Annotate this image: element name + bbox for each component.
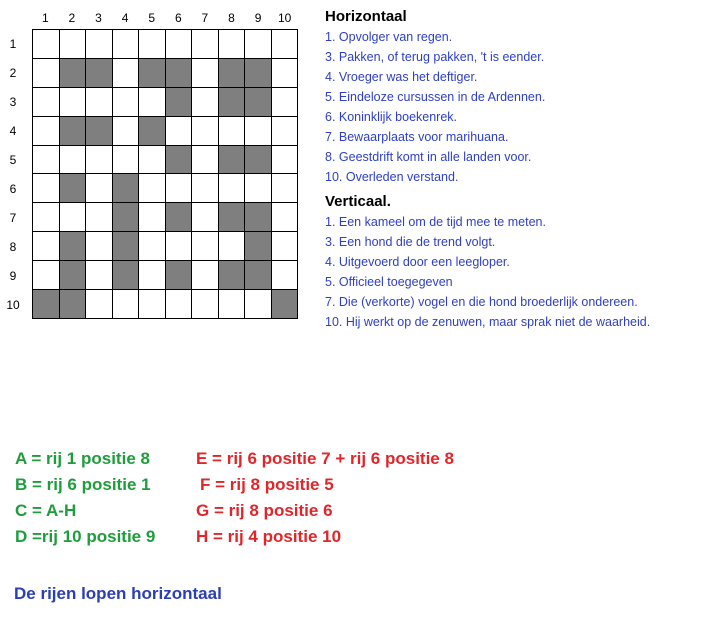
crossword-grid: [32, 29, 298, 319]
white-cell[interactable]: [192, 290, 218, 318]
white-cell[interactable]: [33, 30, 59, 58]
white-cell[interactable]: [245, 174, 271, 202]
black-cell: [219, 88, 245, 116]
white-cell[interactable]: [33, 88, 59, 116]
white-cell[interactable]: [113, 59, 139, 87]
black-cell: [245, 146, 271, 174]
black-cell: [113, 203, 139, 231]
black-cell: [113, 232, 139, 260]
hint-h: H = rij 4 positie 10: [196, 527, 342, 546]
black-cell: [245, 59, 271, 87]
white-cell[interactable]: [139, 203, 165, 231]
column-number: 4: [121, 11, 129, 25]
hint-row: [15, 527, 515, 553]
white-cell[interactable]: [192, 232, 218, 260]
white-cell[interactable]: [219, 174, 245, 202]
white-cell[interactable]: [60, 203, 86, 231]
white-cell[interactable]: [272, 88, 298, 116]
white-cell[interactable]: [166, 232, 192, 260]
hint-row: [15, 501, 515, 527]
white-cell[interactable]: [192, 261, 218, 289]
horizontaal-clue: 1. Opvolger van regen.: [325, 30, 453, 44]
row-numbers: [0, 30, 30, 320]
black-cell: [245, 88, 271, 116]
column-number: 8: [228, 11, 235, 25]
white-cell[interactable]: [192, 59, 218, 87]
white-cell[interactable]: [219, 232, 245, 260]
row-number: 8: [9, 240, 17, 254]
black-cell: [60, 59, 86, 87]
white-cell[interactable]: [86, 146, 112, 174]
white-cell[interactable]: [33, 117, 59, 145]
white-cell[interactable]: [113, 30, 139, 58]
verticaal-clue: 5. Officieel toegegeven: [325, 275, 453, 289]
white-cell[interactable]: [86, 30, 112, 58]
row-number: 5: [9, 153, 17, 167]
white-cell[interactable]: [192, 146, 218, 174]
verticaal-clue: 10. Hij werkt op de zenuwen, maar sprak niet de waarheid.: [325, 315, 651, 329]
black-cell: [219, 261, 245, 289]
black-cell: [139, 59, 165, 87]
white-cell[interactable]: [272, 203, 298, 231]
black-cell: [272, 290, 298, 318]
black-cell: [219, 203, 245, 231]
white-cell[interactable]: [192, 117, 218, 145]
white-cell[interactable]: [245, 290, 271, 318]
white-cell[interactable]: [245, 30, 271, 58]
white-cell[interactable]: [139, 232, 165, 260]
horizontaal-clue-list: [325, 27, 720, 187]
white-cell[interactable]: [272, 232, 298, 260]
hint-b: B = rij 6 positie 1: [15, 475, 151, 494]
hint-d: D =rij 10 positie 9: [15, 527, 156, 546]
white-cell[interactable]: [139, 30, 165, 58]
white-cell[interactable]: [166, 117, 192, 145]
hint-c: C = A-H: [15, 501, 77, 520]
white-cell[interactable]: [219, 117, 245, 145]
row-number: 6: [9, 182, 17, 196]
row-number: 7: [9, 211, 17, 225]
black-cell: [33, 290, 59, 318]
white-cell[interactable]: [272, 117, 298, 145]
hint-g: G = rij 8 positie 6: [196, 501, 333, 520]
white-cell[interactable]: [192, 174, 218, 202]
black-cell: [166, 59, 192, 87]
white-cell[interactable]: [33, 146, 59, 174]
white-cell[interactable]: [219, 290, 245, 318]
white-cell[interactable]: [60, 30, 86, 58]
black-cell: [60, 261, 86, 289]
column-numbers: [32, 11, 298, 27]
verticaal-clue: 7. Die (verkorte) vogel en die hond broederlijk ondereen.: [325, 295, 638, 309]
white-cell[interactable]: [166, 290, 192, 318]
column-number: 6: [174, 11, 182, 25]
horizontaal-clue: 5. Eindeloze cursussen in de Ardennen.: [325, 90, 546, 104]
white-cell[interactable]: [113, 117, 139, 145]
column-number: 7: [201, 11, 209, 25]
black-cell: [166, 261, 192, 289]
white-cell[interactable]: [60, 146, 86, 174]
white-cell[interactable]: [86, 290, 112, 318]
black-cell: [166, 146, 192, 174]
column-number: 10: [278, 11, 292, 25]
white-cell[interactable]: [86, 261, 112, 289]
hint-f: F = rij 8 positie 5: [200, 475, 334, 494]
black-cell: [60, 232, 86, 260]
white-cell[interactable]: [272, 146, 298, 174]
white-cell[interactable]: [113, 146, 139, 174]
white-cell[interactable]: [86, 203, 112, 231]
white-cell[interactable]: [139, 88, 165, 116]
row-number: 1: [9, 37, 17, 51]
clues-panel: [325, 7, 720, 332]
white-cell[interactable]: [272, 174, 298, 202]
row-number: 9: [9, 269, 17, 283]
black-cell: [245, 232, 271, 260]
white-cell[interactable]: [166, 174, 192, 202]
footer-note: De rijen lopen horizontaal: [14, 584, 222, 603]
column-number: 2: [68, 11, 76, 25]
white-cell[interactable]: [166, 30, 192, 58]
verticaal-heading: Verticaal.: [325, 193, 391, 210]
black-cell: [60, 117, 86, 145]
black-cell: [60, 174, 86, 202]
white-cell[interactable]: [33, 232, 59, 260]
white-cell[interactable]: [139, 174, 165, 202]
black-cell: [245, 203, 271, 231]
white-cell[interactable]: [245, 117, 271, 145]
black-cell: [113, 174, 139, 202]
white-cell[interactable]: [113, 290, 139, 318]
horizontaal-heading: Horizontaal: [325, 8, 407, 25]
white-cell[interactable]: [86, 174, 112, 202]
black-cell: [166, 203, 192, 231]
white-cell[interactable]: [86, 88, 112, 116]
white-cell[interactable]: [272, 261, 298, 289]
verticaal-clue: 1. Een kameel om de tijd mee te meten.: [325, 215, 546, 229]
horizontaal-clue: 7. Bewaarplaats voor marihuana.: [325, 130, 509, 144]
white-cell[interactable]: [113, 88, 139, 116]
white-cell[interactable]: [139, 261, 165, 289]
row-number: 4: [9, 124, 17, 138]
white-cell[interactable]: [33, 59, 59, 87]
horizontaal-clue: 4. Vroeger was het deftiger.: [325, 70, 478, 84]
black-cell: [166, 88, 192, 116]
white-cell[interactable]: [86, 232, 112, 260]
row-number: 3: [9, 95, 17, 109]
white-cell[interactable]: [192, 30, 218, 58]
white-cell[interactable]: [272, 59, 298, 87]
column-number: 9: [254, 11, 262, 25]
black-cell: [113, 261, 139, 289]
row-number: 10: [6, 298, 20, 312]
white-cell[interactable]: [33, 203, 59, 231]
verticaal-clue: 3. Een hond die de trend volgt.: [325, 235, 496, 249]
verticaal-clue-list: [325, 212, 720, 332]
horizontaal-clue: 6. Koninklijk boekenrek.: [325, 110, 458, 124]
horizontaal-clue: 3. Pakken, of terug pakken, 't is eender.: [325, 50, 545, 64]
white-cell[interactable]: [139, 146, 165, 174]
horizontaal-clue: 10. Overleden verstand.: [325, 170, 459, 184]
verticaal-clue: 4. Uitgevoerd door een leegloper.: [325, 255, 510, 269]
black-cell: [60, 290, 86, 318]
solution-hints: [15, 449, 515, 553]
black-cell: [86, 117, 112, 145]
horizontaal-clue: 8. Geestdrift komt in alle landen voor.: [325, 150, 532, 164]
hint-row: [15, 449, 515, 475]
row-number: 2: [9, 66, 17, 80]
black-cell: [219, 59, 245, 87]
column-number: 1: [41, 11, 49, 25]
black-cell: [219, 146, 245, 174]
white-cell[interactable]: [139, 290, 165, 318]
column-number: 5: [148, 11, 156, 25]
white-cell[interactable]: [33, 174, 59, 202]
hint-row: [15, 475, 515, 501]
white-cell[interactable]: [192, 203, 218, 231]
white-cell[interactable]: [272, 30, 298, 58]
hint-a: A = rij 1 positie 8: [15, 449, 150, 468]
white-cell[interactable]: [60, 88, 86, 116]
white-cell[interactable]: [219, 30, 245, 58]
column-number: 3: [95, 11, 102, 25]
hint-e: E = rij 6 positie 7 + rij 6 positie 8: [196, 449, 454, 468]
black-cell: [245, 261, 271, 289]
white-cell[interactable]: [33, 261, 59, 289]
black-cell: [86, 59, 112, 87]
white-cell[interactable]: [192, 88, 218, 116]
black-cell: [139, 117, 165, 145]
